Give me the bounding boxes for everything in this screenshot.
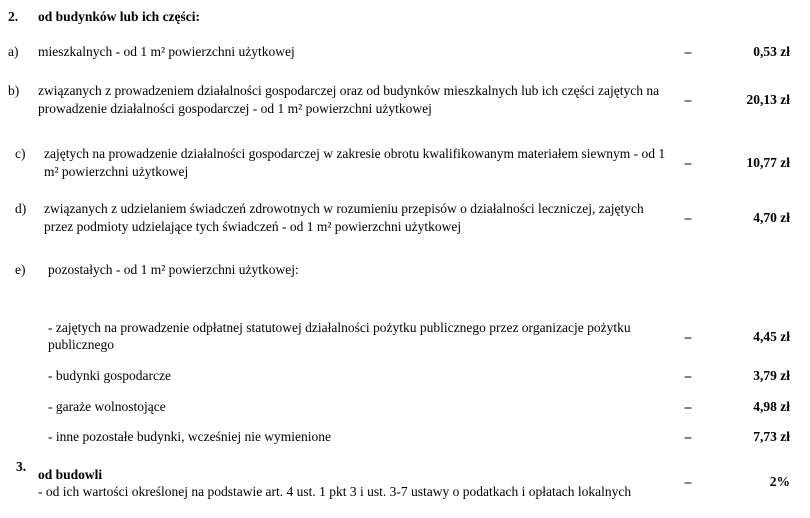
section-2-heading-row (8, 8, 790, 26)
dash-separator: – (684, 154, 692, 170)
item-label: a) (8, 43, 19, 59)
dash-separator: – (684, 91, 692, 107)
rate-row-d (8, 200, 790, 235)
item-label: c) (15, 146, 26, 162)
rate-subrow-farm-buildings (8, 367, 790, 385)
item-label: d) (15, 201, 27, 217)
dash-separator: – (684, 429, 692, 445)
section-3-number: 3. (16, 458, 27, 474)
dash-separator: – (684, 474, 692, 490)
subitem-text: - budynki gospodarcze (48, 368, 171, 384)
section-3-value: 2% (769, 474, 790, 490)
section-3-body (38, 458, 666, 501)
rate-row-b (8, 82, 790, 117)
rate-subrow-garages (8, 398, 790, 416)
rate-row-c (8, 145, 790, 180)
subitem-value: 4,45 zł (753, 328, 790, 344)
item-text: zajętych na prowadzenie działalności gospodarczej w zakresie obrotu kwalifikowanym materiałem siewnym - od 1 m² powierzchni użytkowej (44, 146, 666, 179)
item-text: mieszkalnych - od 1 m² powierzchni użytkowej (38, 43, 295, 59)
item-label: b) (8, 83, 20, 99)
dash-separator: – (684, 210, 692, 226)
item-value: 0,53 zł (753, 43, 790, 59)
rate-row-e (8, 261, 790, 279)
subitem-value: 7,73 zł (753, 429, 790, 445)
subitem-value: 4,98 zł (753, 398, 790, 414)
dash-separator: – (684, 398, 692, 414)
item-value: 20,13 zł (746, 91, 790, 107)
subitem-text: - garaże wolnostojące (48, 398, 166, 414)
section-3-description: - od ich wartości określonej na podstawie art. 4 ust. 1 pkt 3 i ust. 3-7 ustawy o podatkach i opłatach lokalnych (38, 484, 632, 500)
item-label: e) (15, 262, 26, 278)
item-value: 10,77 zł (746, 154, 790, 170)
subitem-text: - zajętych na prowadzenie odpłatnej statutowej działalności pożytku publicznego przez organizacje pożytku publicznego (48, 319, 631, 353)
subitem-value: 3,79 zł (753, 368, 790, 384)
dash-separator: – (684, 368, 692, 384)
rate-subrow-public-benefit (8, 319, 790, 354)
dash-separator: – (684, 328, 692, 344)
item-text: pozostałych - od 1 m² powierzchni użytkowej: (48, 262, 299, 278)
rate-subrow-other-buildings (8, 428, 790, 446)
section-3-title: od budowli (38, 466, 103, 482)
item-text: związanych z udzielaniem świadczeń zdrowotnych w rozumieniu przepisów o działalności leczniczej, zajętych przez podmioty udzielające tych świadczeń - od 1 m² powierzchni użytkowej (44, 201, 644, 234)
subitem-text: - inne pozostałe budynki, wcześniej nie wymienione (48, 429, 332, 445)
section-2-title: od budynków lub ich części: (38, 9, 201, 24)
dash-separator: – (684, 43, 692, 59)
item-text: związanych z prowadzeniem działalności gospodarczej oraz od budynków mieszkalnych lub ich części zajętych na prowadzenie działalności gospodarczej - od 1 m² powierzchni użytkowej (38, 83, 660, 116)
section-3-row (8, 458, 790, 501)
item-value: 4,70 zł (753, 210, 790, 226)
section-2-number: 2. (8, 9, 19, 24)
rate-row-a (8, 43, 790, 61)
